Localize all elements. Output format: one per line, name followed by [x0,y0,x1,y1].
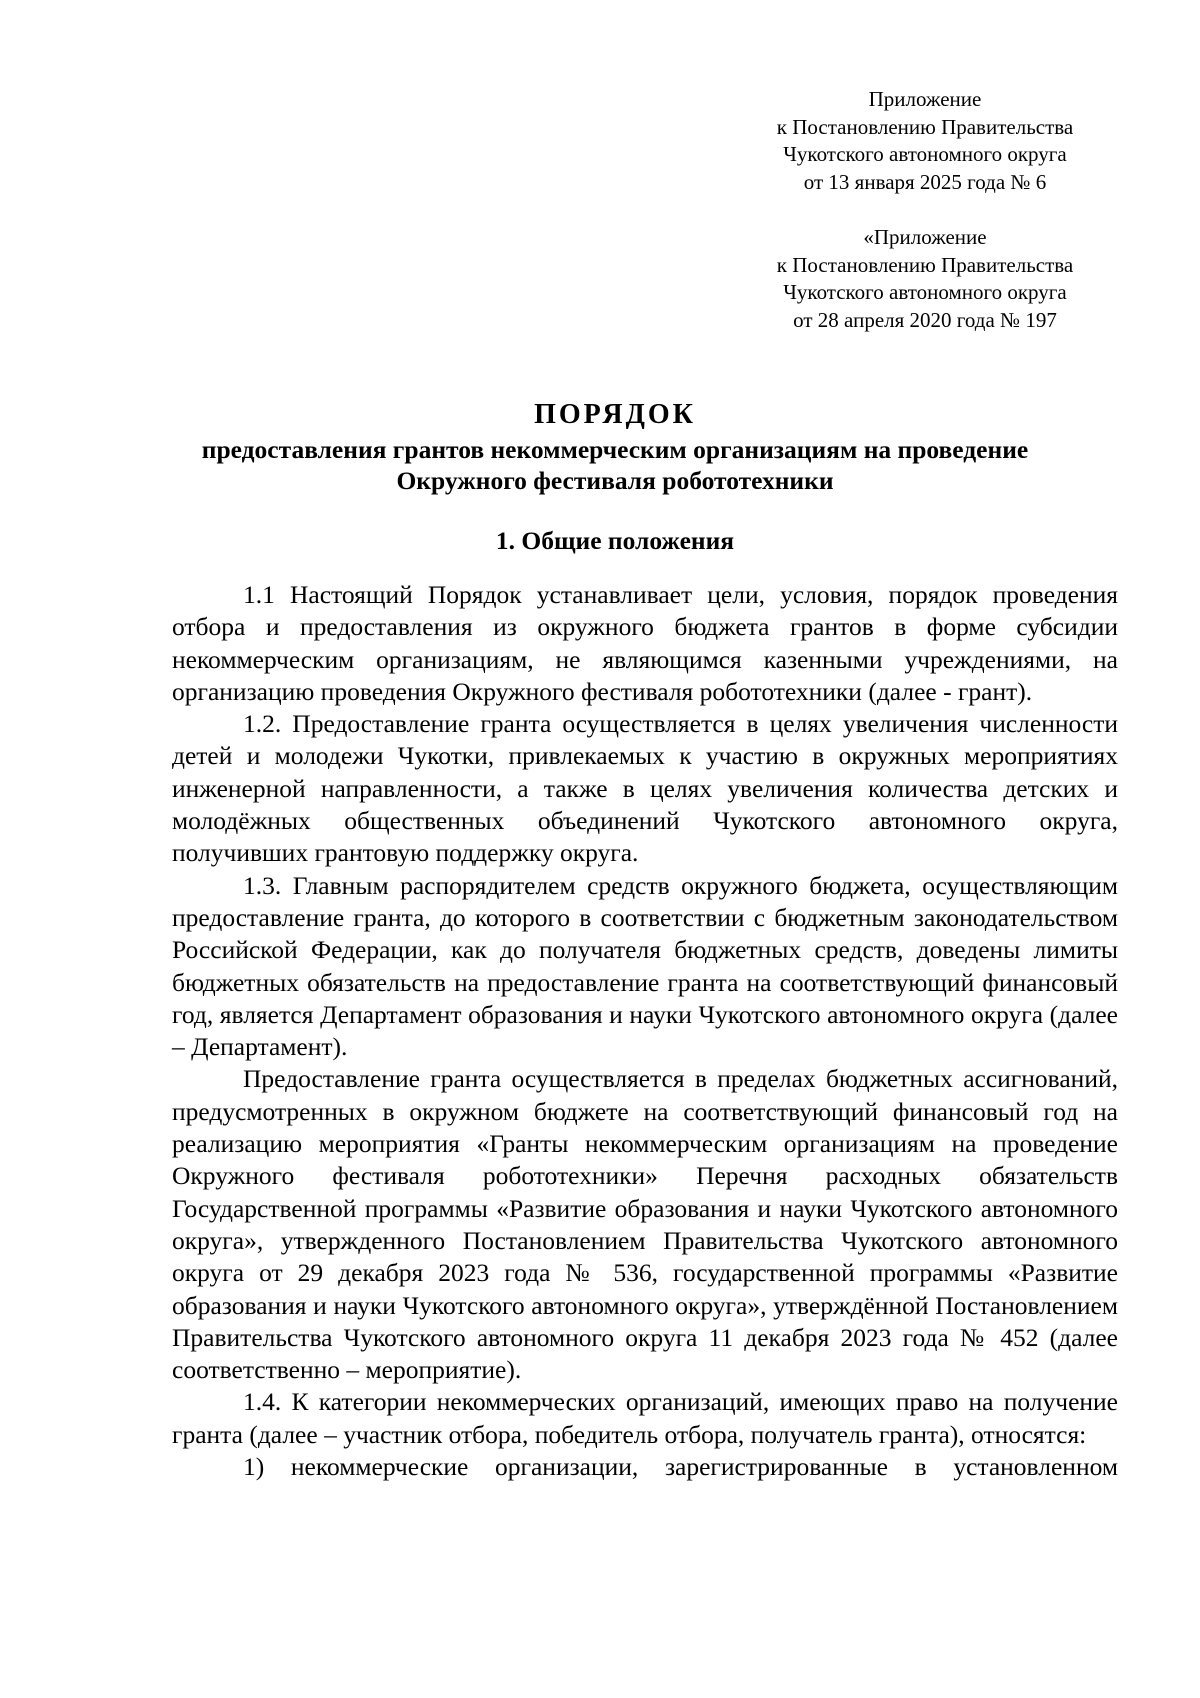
paragraph-1-3-continued: Предоставление гранта осуществляется в пределах бюджетных ассигнований, предусмотренных в окружном бюджете на соответствующий финансовый год на реализацию мероприятия «Гранты некоммерческим организациям на проведение Окружного фестиваля робототехники» Перечня расходных обязательств Государственной программы «Развитие образования и науки Чукотского автономного округа», утвержденного Постановлением Правительства Чукотского автономного округа от 29 декабря 2023 года № 536, государственной программы «Развитие образования и науки Чукотского автономного округа», утверждённой Постановлением Правительства Чукотского автономного округа 11 декабря 2023 года № 452 (далее соответственно – мероприятие). [172,1064,1118,1385]
appendix-line: к Постановлению Правительства [776,114,1074,139]
appendix-line: к Постановлению Правительства [776,252,1074,277]
subtitle-line: предоставления грантов некоммерческим организациям на проведение [201,435,1029,464]
paragraph-1-3: 1.3. Главным распорядителем средств окружного бюджета, осуществляющим предоставление гранта, до которого в соответствии с бюджетным законодательством Российской Федерации, как до получателя бюджетных средств, доведены лимиты бюджетных обязательств на предоставление гранта на соответствующий финансовый год, является Департамент образования и науки Чукотского автономного округа (далее – Департамент). [172,870,1118,1062]
document-title: ПОРЯДОК [534,399,696,430]
paragraph-1-1: 1.1 Настоящий Порядок устанавливает цели, условия, порядок проведения отбора и предоставления из окружного бюджета грантов в форме субсидии некоммерческим организациям, не являющимся казенными учреждениями, на организацию проведения Окружного фестиваля робототехники (далее - грант). [172,580,1118,706]
appendix-line: Чукотского автономного округа [783,280,1067,304]
document-subtitle [150,434,1080,496]
appendix-line: Приложение [868,87,982,111]
document-body [172,579,1118,1483]
appendix-line: Чукотского автономного округа [783,142,1067,166]
appendix-header-previous [700,224,1150,334]
appendix-date-line: от 28 апреля 2020 года № 197 [793,307,1057,332]
paragraph-1-2: 1.2. Предоставление гранта осуществляется в целях увеличения численности детей и молодежи Чукотки, привлекаемых к участию в окружных мероприятиях инженерной направленности, а также в целях увеличения количества детских и молодёжных общественных объединений Чукотского автономного округа, получивших грантовую поддержку округа. [172,709,1118,868]
list-item-1: 1) некоммерческие организации, зарегистрированные в установленном [243,1452,1118,1482]
appendix-line: «Приложение [863,225,987,249]
appendix-header-current [700,86,1150,196]
paragraph-1-4: 1.4. К категории некоммерческих организаций, имеющих право на получение гранта (далее – участник отбора, победитель отбора, получатель гранта), относятся: [172,1387,1118,1449]
appendix-date-line: от 13 января 2025 года № 6 [803,169,1047,194]
subtitle-line: Окружного фестиваля робототехники [396,466,834,495]
section-heading: 1. Общие положения [495,526,735,555]
